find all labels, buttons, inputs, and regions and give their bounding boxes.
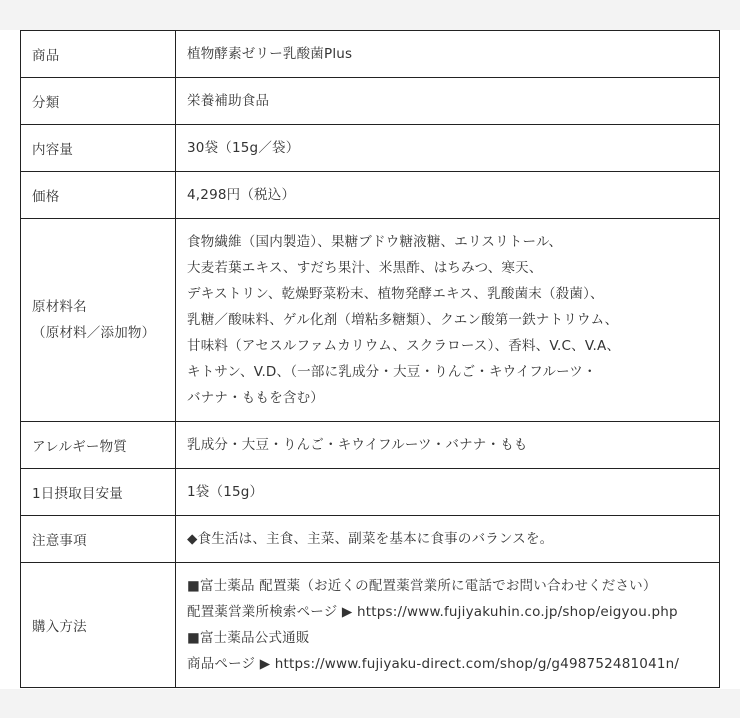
- table-row-ingredients: [21, 219, 720, 422]
- value-line: 乳糖／酸味料、ゲル化剤（増粘多糖類）、クエン酸第一鉄ナトリウム、: [187, 312, 619, 328]
- row-value: [176, 172, 720, 219]
- table-row-product: [21, 31, 720, 78]
- row-value: [176, 125, 720, 172]
- purchase-link-line[interactable]: 商品ページ ▶ https://www.fujiyaku-direct.com/shop/g/g498752481041n/: [187, 656, 680, 672]
- row-label: 購入方法: [21, 563, 176, 688]
- row-label: 注意事項: [21, 516, 176, 563]
- row-label: 分類: [21, 78, 176, 125]
- value-line: ■富士薬品 配置薬（お近くの配置薬営業所に電話でお問い合わせください）: [187, 578, 657, 594]
- row-label: アレルギー物質: [21, 422, 176, 469]
- value-line: 食物繊維（国内製造）、果糖ブドウ糖液糖、エリスリトール、: [187, 234, 563, 250]
- row-value: [176, 78, 720, 125]
- product-spec-table: [20, 30, 720, 688]
- row-label: 1日摂取目安量: [21, 469, 176, 516]
- row-value: [176, 422, 720, 469]
- table-row-purchase: [21, 563, 720, 688]
- value-line: キトサン、V.D、（一部に乳成分・大豆・りんご・キウイフルーツ・: [187, 364, 597, 380]
- table-row-category: [21, 78, 720, 125]
- table-row-contents: [21, 125, 720, 172]
- label-line: 原材料名: [32, 299, 87, 315]
- value-line: 1袋（15g）: [187, 484, 264, 500]
- value-line: バナナ・ももを含む）: [187, 390, 324, 406]
- value-line: デキストリン、乾燥野菜粉末、植物発酵エキス、乳酸菌末（殺菌）、: [187, 286, 604, 302]
- value-line: 大麦若葉エキス、すだち果汁、米黒酢、はちみつ、寒天、: [187, 260, 543, 276]
- table-row-daily-intake: [21, 469, 720, 516]
- row-value: [176, 31, 720, 78]
- product-spec-sheet: [0, 30, 740, 689]
- label-line: （原材料／添加物）: [32, 325, 156, 341]
- value-line: ◆食生活は、主食、主菜、副菜を基本に食事のバランスを。: [187, 531, 554, 547]
- value-line: 植物酵素ゼリー乳酸菌Plus: [187, 46, 353, 62]
- table-row-allergens: [21, 422, 720, 469]
- row-label: 価格: [21, 172, 176, 219]
- row-label: 内容量: [21, 125, 176, 172]
- row-value: [176, 563, 720, 688]
- table-row-price: [21, 172, 720, 219]
- row-value: [176, 469, 720, 516]
- value-line: 乳成分・大豆・りんご・キウイフルーツ・バナナ・もも: [187, 437, 528, 453]
- row-value: [176, 516, 720, 563]
- value-line: 栄養補助食品: [187, 93, 270, 109]
- value-line: 30袋（15g／袋）: [187, 140, 300, 156]
- value-line: ■富士薬品公式通販: [187, 630, 310, 646]
- value-line: 4,298円（税込）: [187, 187, 296, 203]
- value-line: 甘味料（アセスルファムカリウム、スクラロース）、香料、V.C、V.A、: [187, 338, 621, 354]
- row-value: [176, 219, 720, 422]
- row-label: [21, 219, 176, 422]
- table-row-notes: [21, 516, 720, 563]
- row-label: 商品: [21, 31, 176, 78]
- purchase-link-line[interactable]: 配置薬営業所検索ページ ▶ https://www.fujiyakuhin.co.jp/shop/eigyou.php: [187, 604, 678, 620]
